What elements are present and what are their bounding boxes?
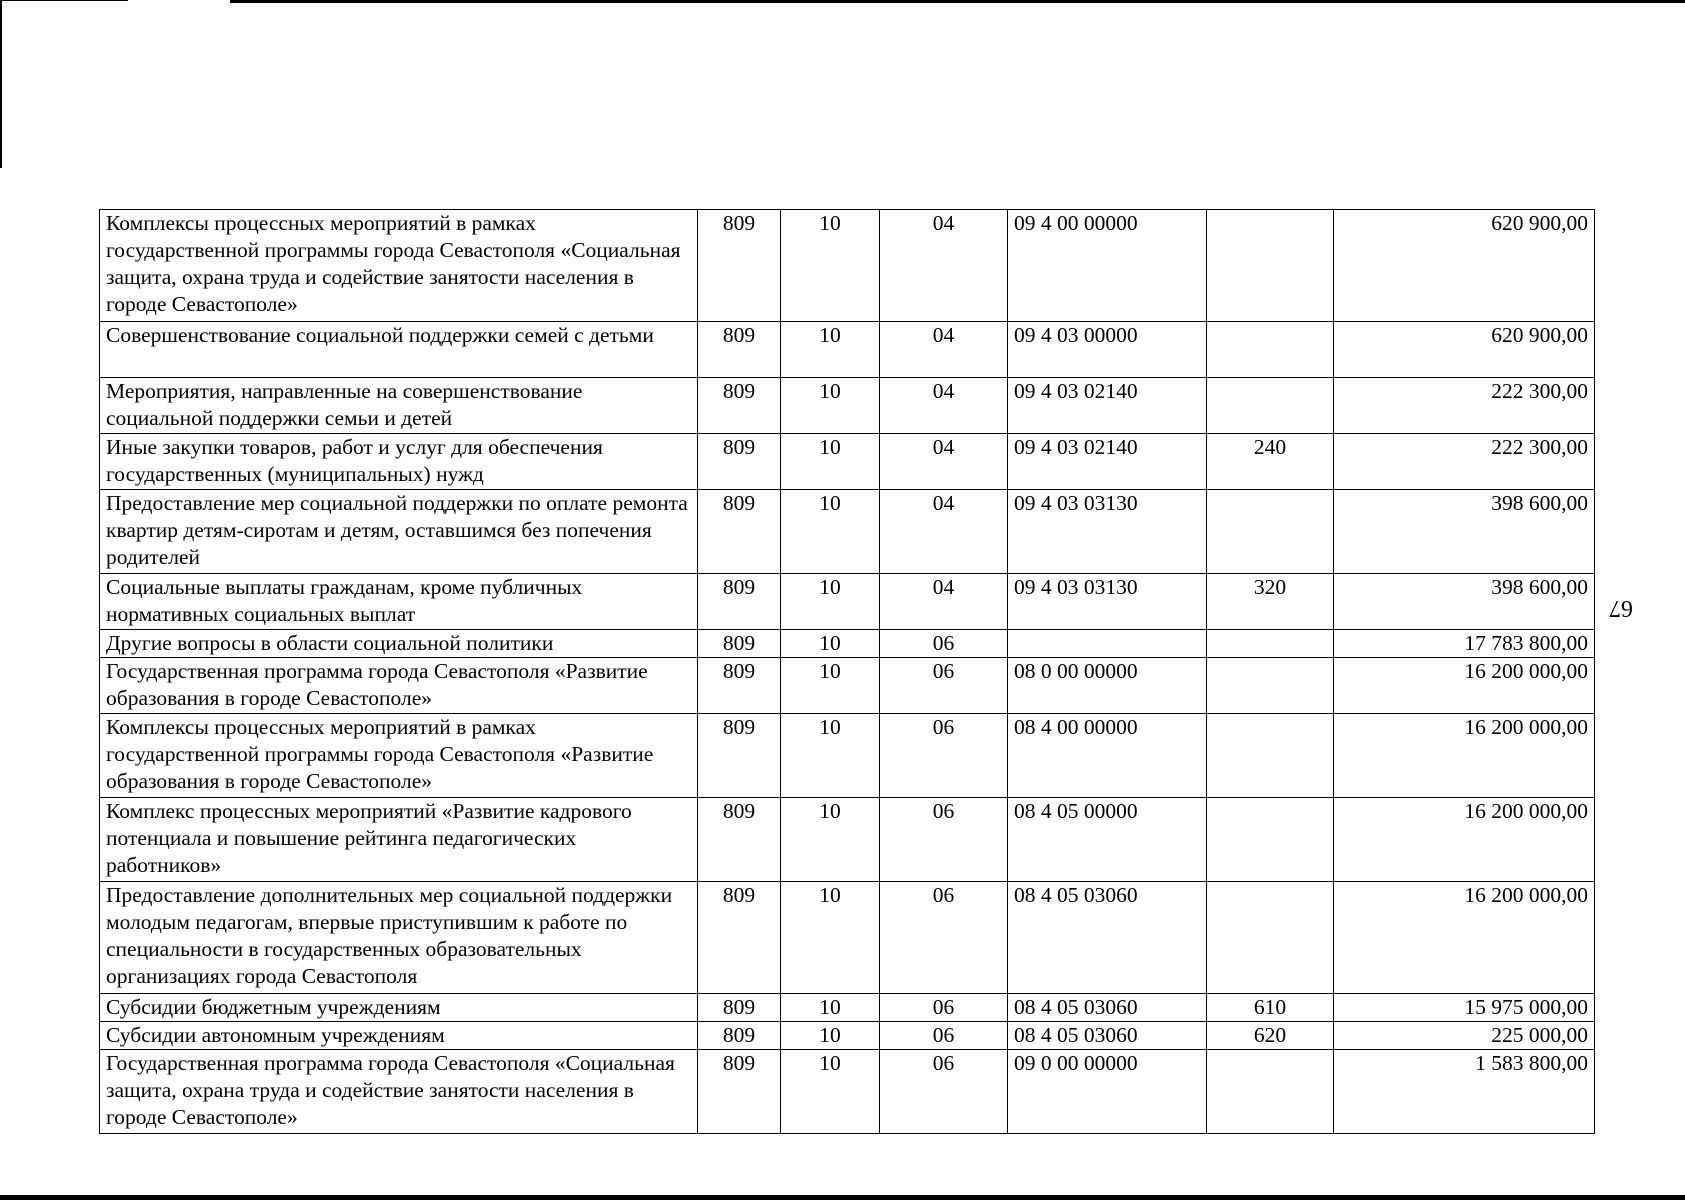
table-row <box>100 1050 1595 1134</box>
cell-amount: 1 583 800,00 <box>1334 1050 1595 1134</box>
cell-target-article: 09 4 03 02140 <box>1008 434 1207 490</box>
cell-admin-code: 809 <box>698 630 781 658</box>
table-row <box>100 322 1595 378</box>
cell-amount: 398 600,00 <box>1334 574 1595 630</box>
scan-edge-bottom <box>0 1195 1685 1200</box>
cell-amount: 16 200 000,00 <box>1334 714 1595 798</box>
cell-subsection: 04 <box>880 490 1008 574</box>
cell-amount: 225 000,00 <box>1334 1022 1595 1050</box>
table-row <box>100 490 1595 574</box>
cell-admin-code: 809 <box>698 1050 781 1134</box>
cell-amount: 17 783 800,00 <box>1334 630 1595 658</box>
cell-target-article: 08 4 05 03060 <box>1008 1022 1207 1050</box>
cell-admin-code: 809 <box>698 210 781 322</box>
cell-name: Комплексы процессных мероприятий в рамках государственной программы города Севастополя «Социальная защита, охрана труда и содействие занятости населения в городе Севастополе» <box>100 210 698 322</box>
cell-amount: 16 200 000,00 <box>1334 882 1595 994</box>
cell-target-article: 08 4 00 00000 <box>1008 714 1207 798</box>
cell-name: Иные закупки товаров, работ и услуг для обеспечения государственных (муниципальных) нужд <box>100 434 698 490</box>
cell-amount: 15 975 000,00 <box>1334 994 1595 1022</box>
cell-name: Предоставление дополнительных мер социальной поддержки молодым педагогам, впервые приступившим к работе по специальности в государственных образовательных организациях города Севастополя <box>100 882 698 994</box>
scan-edge-top <box>230 0 1685 3</box>
cell-expense-type <box>1207 658 1334 714</box>
cell-admin-code: 809 <box>698 574 781 630</box>
table-row <box>100 434 1595 490</box>
cell-subsection: 04 <box>880 378 1008 434</box>
table-row <box>100 994 1595 1022</box>
cell-section: 10 <box>781 658 880 714</box>
cell-amount: 222 300,00 <box>1334 378 1595 434</box>
cell-name: Государственная программа города Севастополя «Социальная защита, охрана труда и содействие занятости населения в городе Севастополе» <box>100 1050 698 1134</box>
cell-target-article <box>1008 630 1207 658</box>
cell-expense-type: 610 <box>1207 994 1334 1022</box>
table-row <box>100 210 1595 322</box>
cell-name: Комплекс процессных мероприятий «Развитие кадрового потенциала и повышение рейтинга педагогических работников» <box>100 798 698 882</box>
table-row <box>100 798 1595 882</box>
cell-section: 10 <box>781 798 880 882</box>
table-row <box>100 378 1595 434</box>
cell-name: Социальные выплаты гражданам, кроме публичных нормативных социальных выплат <box>100 574 698 630</box>
cell-section: 10 <box>781 434 880 490</box>
cell-name: Предоставление мер социальной поддержки по оплате ремонта квартир детям-сиротам и детям, оставшимся без попечения родителей <box>100 490 698 574</box>
cell-name: Государственная программа города Севастополя «Развитие образования в городе Севастополе» <box>100 658 698 714</box>
cell-subsection: 06 <box>880 882 1008 994</box>
cell-expense-type <box>1207 1050 1334 1134</box>
cell-admin-code: 809 <box>698 490 781 574</box>
cell-expense-type <box>1207 882 1334 994</box>
cell-section: 10 <box>781 882 880 994</box>
table-row <box>100 630 1595 658</box>
cell-target-article: 08 4 05 00000 <box>1008 798 1207 882</box>
cell-target-article: 08 4 05 03060 <box>1008 994 1207 1022</box>
cell-admin-code: 809 <box>698 882 781 994</box>
cell-name: Комплексы процессных мероприятий в рамках государственной программы города Севастополя «Развитие образования в городе Севастополе» <box>100 714 698 798</box>
cell-expense-type <box>1207 798 1334 882</box>
cell-subsection: 06 <box>880 630 1008 658</box>
cell-section: 10 <box>781 714 880 798</box>
cell-section: 10 <box>781 1022 880 1050</box>
cell-name: Совершенствование социальной поддержки семей с детьми <box>100 322 698 378</box>
cell-section: 10 <box>781 210 880 322</box>
cell-expense-type <box>1207 490 1334 574</box>
cell-subsection: 06 <box>880 994 1008 1022</box>
cell-subsection: 04 <box>880 574 1008 630</box>
cell-section: 10 <box>781 574 880 630</box>
cell-expense-type: 240 <box>1207 434 1334 490</box>
cell-target-article: 08 0 00 00000 <box>1008 658 1207 714</box>
cell-subsection: 06 <box>880 714 1008 798</box>
cell-name: Субсидии автономным учреждениям <box>100 1022 698 1050</box>
cell-target-article: 09 0 00 00000 <box>1008 1050 1207 1134</box>
cell-name: Другие вопросы в области социальной политики <box>100 630 698 658</box>
cell-admin-code: 809 <box>698 994 781 1022</box>
cell-amount: 16 200 000,00 <box>1334 798 1595 882</box>
cell-section: 10 <box>781 322 880 378</box>
table-row <box>100 658 1595 714</box>
scan-edge-left <box>0 0 2 168</box>
budget-table <box>99 209 1595 1134</box>
scan-edge-top-left <box>0 0 128 1</box>
cell-section: 10 <box>781 994 880 1022</box>
cell-amount: 222 300,00 <box>1334 434 1595 490</box>
cell-target-article: 09 4 03 03130 <box>1008 574 1207 630</box>
cell-admin-code: 809 <box>698 378 781 434</box>
cell-subsection: 04 <box>880 210 1008 322</box>
table-row <box>100 1022 1595 1050</box>
cell-admin-code: 809 <box>698 322 781 378</box>
table-body <box>100 210 1595 1134</box>
cell-expense-type <box>1207 322 1334 378</box>
cell-section: 10 <box>781 630 880 658</box>
table-row <box>100 882 1595 994</box>
cell-section: 10 <box>781 490 880 574</box>
cell-subsection: 04 <box>880 322 1008 378</box>
cell-expense-type <box>1207 378 1334 434</box>
cell-expense-type: 620 <box>1207 1022 1334 1050</box>
cell-target-article: 09 4 00 00000 <box>1008 210 1207 322</box>
cell-subsection: 06 <box>880 658 1008 714</box>
cell-target-article: 09 4 03 03130 <box>1008 490 1207 574</box>
table-row <box>100 574 1595 630</box>
cell-amount: 16 200 000,00 <box>1334 658 1595 714</box>
cell-expense-type <box>1207 630 1334 658</box>
page-number: 67 <box>1609 595 1633 621</box>
cell-section: 10 <box>781 378 880 434</box>
cell-admin-code: 809 <box>698 434 781 490</box>
cell-subsection: 06 <box>880 798 1008 882</box>
cell-admin-code: 809 <box>698 658 781 714</box>
cell-subsection: 04 <box>880 434 1008 490</box>
cell-target-article: 08 4 05 03060 <box>1008 882 1207 994</box>
cell-admin-code: 809 <box>698 798 781 882</box>
cell-admin-code: 809 <box>698 1022 781 1050</box>
cell-admin-code: 809 <box>698 714 781 798</box>
cell-name: Мероприятия, направленные на совершенствование социальной поддержки семьи и детей <box>100 378 698 434</box>
cell-subsection: 06 <box>880 1050 1008 1134</box>
cell-target-article: 09 4 03 02140 <box>1008 378 1207 434</box>
cell-amount: 620 900,00 <box>1334 210 1595 322</box>
cell-expense-type <box>1207 714 1334 798</box>
cell-name: Субсидии бюджетным учреждениям <box>100 994 698 1022</box>
table-row <box>100 714 1595 798</box>
cell-section: 10 <box>781 1050 880 1134</box>
cell-target-article: 09 4 03 00000 <box>1008 322 1207 378</box>
cell-amount: 620 900,00 <box>1334 322 1595 378</box>
cell-amount: 398 600,00 <box>1334 490 1595 574</box>
cell-subsection: 06 <box>880 1022 1008 1050</box>
cell-expense-type <box>1207 210 1334 322</box>
cell-expense-type: 320 <box>1207 574 1334 630</box>
